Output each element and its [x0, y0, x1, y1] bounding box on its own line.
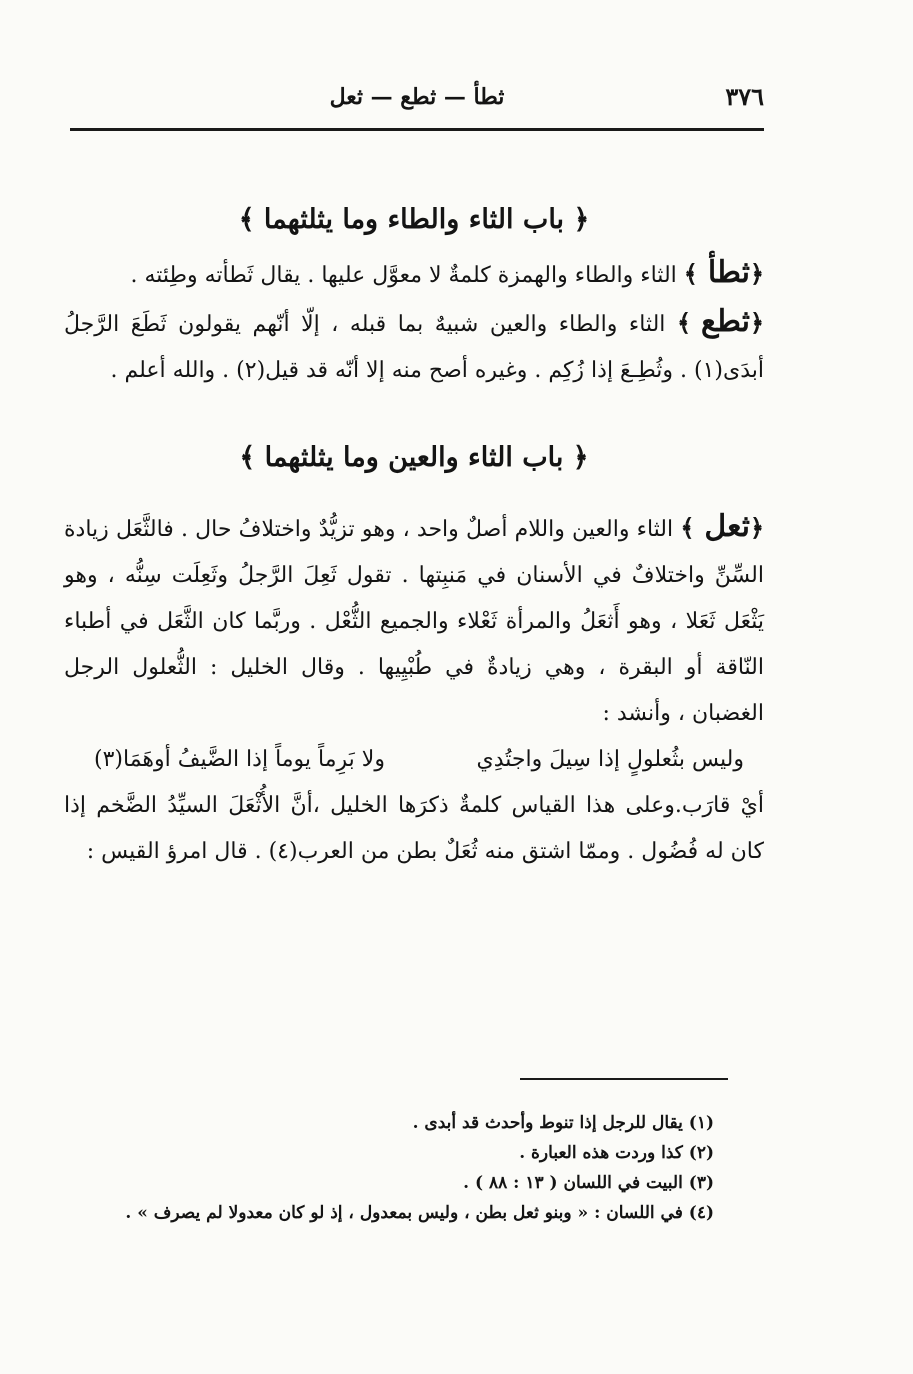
entry-word: ثطع: [701, 304, 750, 339]
entry-word: ثطأ: [707, 255, 750, 290]
entry-thata: [64, 250, 764, 299]
section-title: ﴿ باب الثاء والعين وما يثلثهما ﴾: [239, 442, 589, 473]
entry-thata-ayn: [64, 299, 764, 394]
footnote-rule: [520, 1078, 728, 1080]
poem-verse: [64, 737, 764, 783]
running-head: ثطأ — ثطع — ثعل: [329, 84, 505, 110]
footnote: (٤) في اللسان : « وبنو ثعل بطن ، وليس بمعدول ، إذ لو كان معدولا لم يصرف » .: [125, 1203, 714, 1223]
page-header: [70, 78, 764, 122]
ornament-bracket-close: ﴾: [676, 308, 691, 337]
paragraph-after-verse: أيْ قارَب.وعلى هذا القياس كلمةٌ ذكرَها الخليل ،أنَّ الأُثْعَلَ السيِّدُ الضَّخم إذا كان له فُضُول . وممّا اشتق منه ثُعَلٌ بطن من العرب(٤) . قال امرؤ القيس :: [64, 793, 764, 864]
ornament-bracket-close: ﴾: [683, 259, 698, 288]
entry-text: الثاء والعين واللام أصلٌ واحد ، وهو تزيُّدٌ واختلافُ حال . فالثَّعَل زيادة السِّنِّ واختلافٌ في الأسنان في مَنبِتها . تقول ثَعِلَ الرَّجلُ وثَعِلَت سِنُّه ، وهو يَثْعَل ثَعَلا ، وهو أَثعَلُ والمرأة ثَعْلاء والجميع الثُّعْل . وربَّما كان الثَّعَل في أطباء النّاقة أو البقرة ، وهي زيادةٌ في طُبْيِيها . وقال الخليل : الثُّعلول الرجل الغضبان ، وأنشد :: [64, 517, 765, 726]
header-rule: [70, 128, 764, 131]
footnotes: [80, 1108, 714, 1228]
entry-text: الثاء والطاء والهمزة كلمةٌ لا معوَّل عليها . يقال ثَطأته وطِئته .: [130, 263, 677, 288]
footnote: (٣) البيت في اللسان ( ١٣ : ٨٨ ) .: [463, 1173, 714, 1193]
ornament-bracket-close: ﴾: [680, 513, 695, 542]
footnote: (٢) كذا وردت هذه العبارة .: [519, 1143, 714, 1163]
page-number: ٣٧٦: [725, 82, 764, 111]
entry-text: الثاء والطاء والعين شبيهٌ بما قبله ، إلّا أنّهم يقولون ثَطَعَ الرَّجلُ أبدَى(١) . وثُطِـعَ إذا زُكِم . وغيره أصح منه إلا أنّه قد قيل(٢) . والله أعلم .: [64, 312, 764, 383]
verse-first-hemistich: وليس بثُعلولٍ إذا سِيلَ واجتُدِي: [476, 747, 744, 772]
section-title: ﴿ باب الثاء والطاء وما يثلثهما ﴾: [238, 204, 590, 235]
ornament-bracket-open: ﴿: [749, 259, 764, 288]
footnote: (١) يقال للرجل إذا تنوط وأحدث قد أبدى .: [412, 1113, 714, 1133]
entry-word: ثعل: [704, 509, 750, 544]
entry-thaal: [64, 504, 764, 737]
verse-second-hemistich: ولا بَرِماً يوماً إذا الضَّيفُ أوهَمَا(٣): [94, 747, 385, 772]
ornament-bracket-open: ﴿: [749, 513, 764, 542]
ornament-bracket-open: ﴿: [749, 308, 764, 337]
page-body: [64, 190, 764, 875]
